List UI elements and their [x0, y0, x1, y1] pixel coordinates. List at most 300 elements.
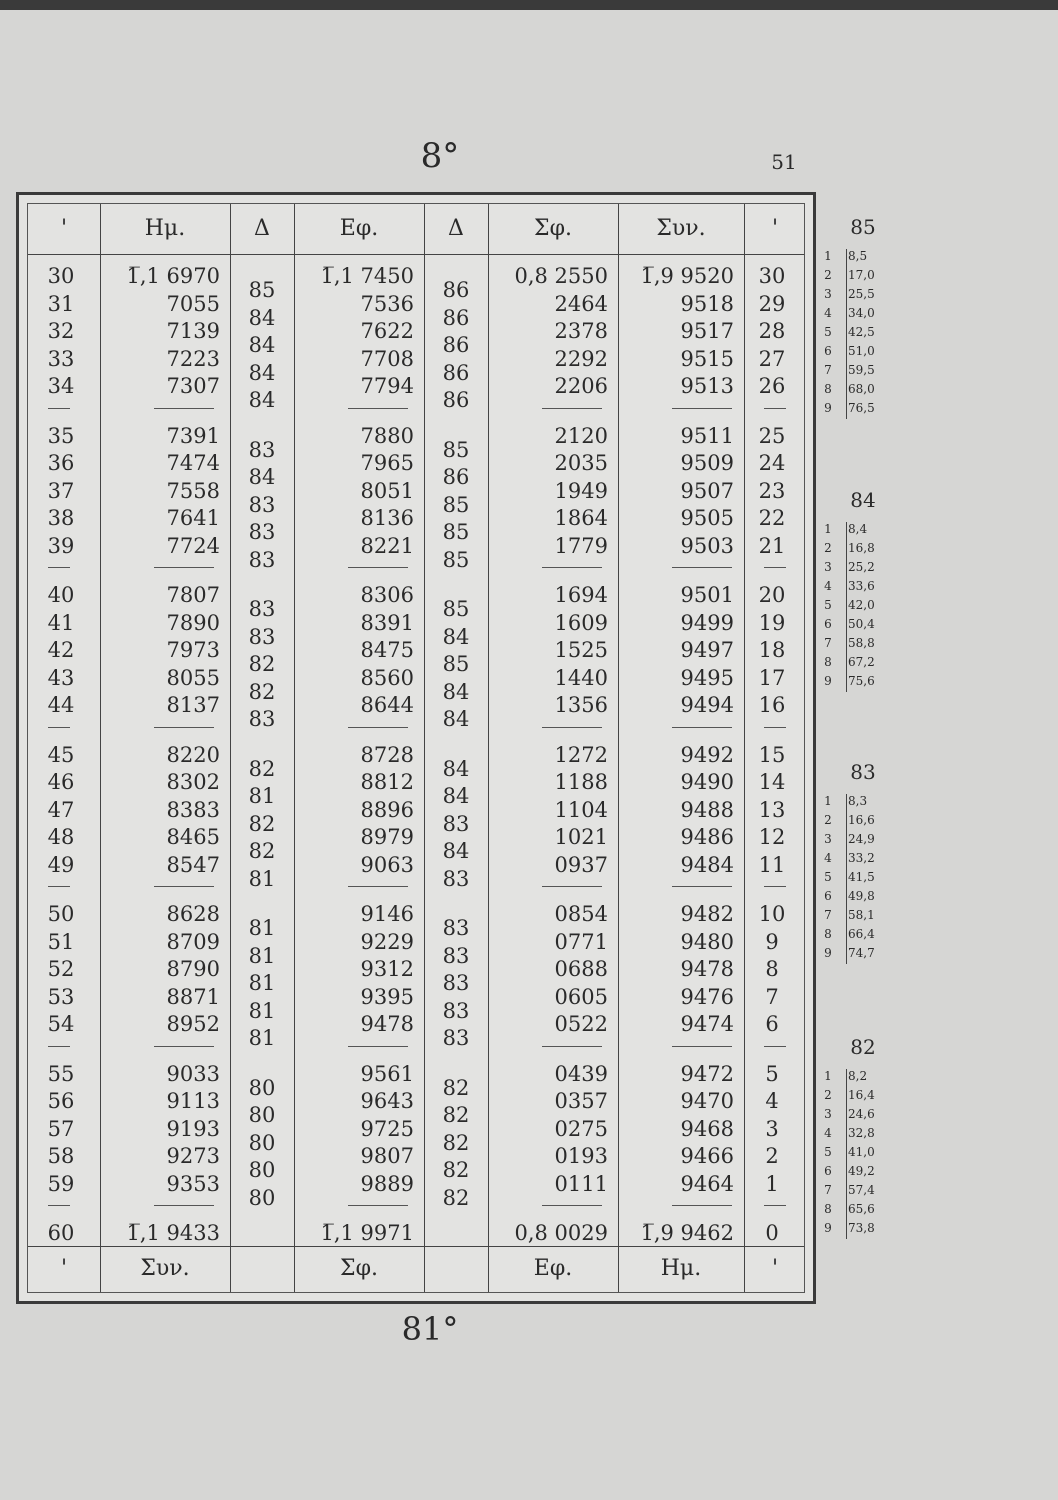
- pp-index: 7: [824, 363, 832, 377]
- difference-cell: 86: [442, 305, 470, 330]
- proportional-parts-title: 85: [850, 215, 876, 239]
- sine-cell: 7641: [166, 506, 220, 530]
- pp-value: 41,0: [848, 1145, 875, 1159]
- difference-cell: 83: [442, 943, 470, 968]
- proportional-parts-row: [818, 249, 918, 263]
- group-separator: [348, 408, 408, 409]
- minute-cell: 38: [47, 506, 75, 530]
- minute-cell: 50: [47, 902, 75, 926]
- pp-index: 6: [824, 617, 832, 631]
- difference-cell: 81: [248, 866, 276, 891]
- proportional-parts-row: [818, 655, 918, 669]
- sine-cell: 7391: [166, 423, 220, 448]
- proportional-parts-row: [818, 889, 918, 903]
- cosine-cell: 9474: [680, 1012, 734, 1036]
- pp-value: 16,6: [848, 813, 875, 827]
- group-separator: [48, 567, 70, 568]
- sine-cell: 7139: [166, 319, 220, 343]
- pp-value: 16,8: [848, 541, 875, 555]
- minute-complement-cell: 20: [758, 583, 786, 607]
- difference-cell: 84: [442, 756, 470, 781]
- difference-cell: 83: [248, 547, 276, 572]
- minute-cell: 56: [47, 1089, 75, 1113]
- pp-value: 33,2: [848, 851, 875, 865]
- proportional-parts-row: [818, 813, 918, 827]
- cosine-cell: 9492: [680, 742, 734, 767]
- proportional-parts-row: [818, 287, 918, 301]
- group-separator: [764, 1046, 786, 1047]
- proportional-parts-row: [818, 598, 918, 612]
- minute-cell: 39: [47, 533, 75, 558]
- minute-cell: 59: [47, 1171, 75, 1196]
- group-separator: [48, 727, 70, 728]
- tangent-cell: 8644: [360, 693, 414, 717]
- difference-cell: 83: [248, 624, 276, 649]
- column-footer: Σφ.: [340, 1256, 378, 1281]
- group-separator: [154, 567, 214, 568]
- group-separator: [672, 1046, 732, 1047]
- tangent-cell: 1̅,1 9971: [320, 1221, 414, 1245]
- column-header: ': [60, 216, 68, 241]
- minute-complement-cell: 1: [765, 1171, 779, 1196]
- minute-complement-cell: 16: [758, 693, 786, 717]
- minute-complement-cell: 18: [758, 638, 786, 662]
- minute-cell: 42: [47, 638, 75, 662]
- cotangent-cell: 1779: [554, 533, 608, 558]
- cotangent-cell: 2464: [554, 291, 608, 316]
- proportional-parts-row: [818, 908, 918, 922]
- cotangent-cell: 2035: [554, 451, 608, 475]
- pp-index: 4: [824, 579, 832, 593]
- pp-index: 8: [824, 927, 832, 941]
- pp-value: 50,4: [848, 617, 875, 631]
- difference-cell: 83: [442, 998, 470, 1023]
- pp-value: 57,4: [848, 1183, 875, 1197]
- difference-cell: 84: [248, 360, 276, 385]
- sine-cell: 9273: [166, 1144, 220, 1168]
- sine-cell: 8302: [166, 770, 220, 794]
- minute-complement-cell: 21: [758, 533, 786, 558]
- difference-cell: 80: [248, 1130, 276, 1155]
- tangent-cell: 9478: [360, 1012, 414, 1036]
- proportional-parts-row: [818, 674, 918, 688]
- group-separator: [764, 886, 786, 887]
- pp-index: 9: [824, 1221, 832, 1235]
- proportional-parts-row: [818, 946, 918, 960]
- proportional-parts-row: [818, 1126, 918, 1140]
- proportional-parts-row: [818, 268, 918, 282]
- cotangent-cell: 1021: [554, 825, 608, 849]
- cotangent-cell: 0,8 2550: [514, 264, 608, 288]
- cotangent-cell: 1609: [554, 610, 608, 635]
- cotangent-cell: 1694: [554, 583, 608, 607]
- cotangent-cell: 0357: [554, 1089, 608, 1113]
- tangent-cell: 9643: [360, 1089, 414, 1113]
- difference-cell: 83: [248, 707, 276, 731]
- proportional-parts-row: [818, 1107, 918, 1121]
- pp-index: 4: [824, 1126, 832, 1140]
- minute-cell: 43: [47, 665, 75, 690]
- pp-value: 74,7: [848, 946, 875, 960]
- group-separator: [348, 1205, 408, 1206]
- cosine-cell: 9518: [680, 291, 734, 316]
- difference-cell: 82: [248, 839, 276, 863]
- pp-value: 42,5: [848, 325, 875, 339]
- minute-cell: 58: [47, 1144, 75, 1168]
- pp-value: 32,8: [848, 1126, 875, 1140]
- pp-value: 67,2: [848, 655, 875, 669]
- pp-index: 1: [824, 249, 832, 263]
- minute-cell: 31: [47, 291, 75, 316]
- difference-cell: 84: [248, 333, 276, 357]
- group-separator: [672, 886, 732, 887]
- proportional-parts-row: [818, 1088, 918, 1102]
- pp-index: 6: [824, 1164, 832, 1178]
- pp-value: 16,4: [848, 1088, 875, 1102]
- sine-cell: 8137: [166, 693, 220, 717]
- pp-index: 3: [824, 832, 832, 846]
- cotangent-cell: 1864: [554, 506, 608, 530]
- difference-cell: 83: [442, 866, 470, 891]
- cosine-cell: 9490: [680, 770, 734, 794]
- cotangent-cell: 2292: [554, 346, 608, 371]
- cosine-cell: 9511: [680, 423, 734, 448]
- proportional-parts-row: [818, 541, 918, 555]
- minute-complement-cell: 9: [765, 929, 779, 954]
- group-separator: [154, 1046, 214, 1047]
- cotangent-cell: 0937: [554, 852, 608, 877]
- proportional-parts-title: 84: [850, 488, 876, 512]
- pp-value: 68,0: [848, 382, 875, 396]
- footer-divider: [28, 1246, 804, 1247]
- group-separator: [542, 1046, 602, 1047]
- pp-index: 5: [824, 870, 832, 884]
- minute-complement-cell: 10: [758, 902, 786, 926]
- difference-cell: 82: [248, 679, 276, 704]
- cotangent-cell: 1525: [554, 638, 608, 662]
- pp-index: 4: [824, 306, 832, 320]
- proportional-parts-row: [818, 851, 918, 865]
- pp-index: 3: [824, 1107, 832, 1121]
- sine-cell: 8952: [166, 1012, 220, 1036]
- difference-cell: 82: [442, 1158, 470, 1182]
- tangent-cell: 8560: [360, 665, 414, 690]
- pp-index: 1: [824, 522, 832, 536]
- difference-cell: 86: [442, 388, 470, 412]
- pp-value: 58,8: [848, 636, 875, 650]
- bottom-degree: 81°: [401, 1310, 459, 1348]
- cotangent-cell: 2206: [554, 374, 608, 398]
- difference-cell: 82: [248, 811, 276, 836]
- column-footer: Συν.: [140, 1256, 190, 1281]
- difference-cell: 81: [248, 943, 276, 968]
- cosine-cell: 9513: [680, 374, 734, 398]
- pp-value: 8,2: [848, 1069, 868, 1083]
- group-separator: [764, 567, 786, 568]
- proportional-parts-row: [818, 306, 918, 320]
- group-separator: [348, 886, 408, 887]
- tangent-cell: 9807: [360, 1144, 414, 1168]
- cotangent-cell: 1104: [554, 797, 608, 822]
- difference-cell: 83: [442, 916, 470, 940]
- tangent-cell: 9063: [360, 852, 414, 877]
- difference-cell: 85: [248, 278, 276, 302]
- minute-cell: 30: [47, 264, 75, 288]
- group-separator: [154, 727, 214, 728]
- header-divider: [28, 254, 804, 255]
- minute-cell: 32: [47, 319, 75, 343]
- difference-cell: 81: [248, 998, 276, 1023]
- column-divider: [488, 204, 489, 1292]
- group-separator: [154, 1205, 214, 1206]
- minute-complement-cell: 19: [758, 610, 786, 635]
- sine-cell: 9033: [166, 1061, 220, 1086]
- minute-cell: 36: [47, 451, 75, 475]
- minute-complement-cell: 23: [758, 478, 786, 503]
- minute-complement-cell: 17: [758, 665, 786, 690]
- column-footer: ': [771, 1256, 779, 1281]
- minute-cell: 45: [47, 742, 75, 767]
- minute-complement-cell: 14: [758, 770, 786, 794]
- pp-value: 66,4: [848, 927, 875, 941]
- difference-cell: 80: [248, 1158, 276, 1182]
- column-divider: [618, 204, 619, 1292]
- group-separator: [154, 408, 214, 409]
- proportional-parts-row: [818, 794, 918, 808]
- cosine-cell: 9480: [680, 929, 734, 954]
- pp-index: 8: [824, 655, 832, 669]
- group-separator: [672, 1205, 732, 1206]
- pp-index: 8: [824, 382, 832, 396]
- cosine-cell: 9464: [680, 1171, 734, 1196]
- cotangent-cell: 0111: [554, 1171, 608, 1196]
- column-footer: Εφ.: [533, 1256, 573, 1281]
- proportional-parts-row: [818, 832, 918, 846]
- proportional-parts-row: [818, 1221, 918, 1235]
- difference-cell: 84: [442, 707, 470, 731]
- difference-cell: 81: [248, 784, 276, 808]
- group-separator: [764, 408, 786, 409]
- minute-complement-cell: 26: [758, 374, 786, 398]
- cosine-cell: 9501: [680, 583, 734, 607]
- group-separator: [542, 408, 602, 409]
- sine-cell: 7558: [166, 478, 220, 503]
- group-separator: [48, 1205, 70, 1206]
- tangent-cell: 8136: [360, 506, 414, 530]
- pp-index: 1: [824, 794, 832, 808]
- tangent-cell: 9146: [360, 902, 414, 926]
- tangent-cell: 1̅,1 7450: [320, 264, 414, 288]
- minute-complement-cell: 7: [765, 984, 779, 1009]
- proportional-parts-row: [818, 1145, 918, 1159]
- difference-cell: 86: [442, 465, 470, 489]
- pp-index: 2: [824, 813, 832, 827]
- cosine-cell: 9505: [680, 506, 734, 530]
- difference-cell: 83: [442, 1026, 470, 1050]
- page-number: 51: [771, 150, 797, 174]
- difference-cell: 85: [442, 597, 470, 621]
- cotangent-cell: 0193: [554, 1144, 608, 1168]
- minute-complement-cell: 11: [758, 852, 786, 877]
- proportional-parts-row: [818, 870, 918, 884]
- tangent-cell: 9312: [360, 957, 414, 981]
- difference-cell: 82: [442, 1075, 470, 1100]
- pp-index: 2: [824, 541, 832, 555]
- minute-complement-cell: 5: [765, 1061, 779, 1086]
- column-divider: [100, 204, 101, 1292]
- cosine-cell: 9482: [680, 902, 734, 926]
- group-separator: [542, 567, 602, 568]
- tangent-cell: 7965: [360, 451, 414, 475]
- cotangent-cell: 1272: [554, 742, 608, 767]
- minute-complement-cell: 15: [758, 742, 786, 767]
- pp-value: 24,6: [848, 1107, 875, 1121]
- difference-cell: 83: [248, 437, 276, 462]
- table-inner: [27, 203, 805, 1293]
- column-divider: [744, 204, 745, 1292]
- pp-value: 41,5: [848, 870, 875, 884]
- minute-complement-cell: 2: [765, 1144, 779, 1168]
- table-frame: [16, 192, 816, 1304]
- proportional-parts-row: [818, 363, 918, 377]
- cosine-cell: 9472: [680, 1061, 734, 1086]
- pp-value: 25,5: [848, 287, 875, 301]
- minute-cell: 34: [47, 374, 75, 398]
- pp-index: 3: [824, 560, 832, 574]
- proportional-parts-row: [818, 325, 918, 339]
- pp-index: 2: [824, 1088, 832, 1102]
- cosine-cell: 9509: [680, 451, 734, 475]
- group-separator: [48, 1046, 70, 1047]
- group-separator: [348, 727, 408, 728]
- tangent-cell: 8051: [360, 478, 414, 503]
- pp-index: 5: [824, 598, 832, 612]
- pp-index: 9: [824, 946, 832, 960]
- minute-complement-cell: 0: [765, 1221, 779, 1245]
- group-separator: [764, 1205, 786, 1206]
- difference-cell: 86: [442, 360, 470, 385]
- tangent-cell: 7536: [360, 291, 414, 316]
- cotangent-cell: 0771: [554, 929, 608, 954]
- cotangent-cell: 0688: [554, 957, 608, 981]
- pp-value: 51,0: [848, 344, 875, 358]
- group-separator: [348, 1046, 408, 1047]
- difference-cell: 85: [442, 520, 470, 544]
- difference-cell: 82: [442, 1103, 470, 1127]
- minute-complement-cell: 22: [758, 506, 786, 530]
- minute-cell: 55: [47, 1061, 75, 1086]
- pp-index: 7: [824, 1183, 832, 1197]
- sine-cell: 8465: [166, 825, 220, 849]
- difference-cell: 85: [442, 547, 470, 572]
- cotangent-cell: 1949: [554, 478, 608, 503]
- column-header: Σφ.: [534, 216, 572, 241]
- minute-complement-cell: 30: [758, 264, 786, 288]
- proportional-parts-row: [818, 1202, 918, 1216]
- group-separator: [154, 886, 214, 887]
- cosine-cell: 9478: [680, 957, 734, 981]
- difference-cell: 86: [442, 333, 470, 357]
- cotangent-cell: 0854: [554, 902, 608, 926]
- cosine-cell: 9515: [680, 346, 734, 371]
- sine-cell: 7307: [166, 374, 220, 398]
- pp-index: 6: [824, 889, 832, 903]
- group-separator: [542, 727, 602, 728]
- cosine-cell: 9468: [680, 1116, 734, 1141]
- difference-cell: 84: [442, 784, 470, 808]
- sine-cell: 8709: [166, 929, 220, 954]
- proportional-parts-title: 82: [850, 1035, 876, 1059]
- proportional-parts-row: [818, 522, 918, 536]
- column-divider: [294, 204, 295, 1292]
- minute-complement-cell: 25: [758, 423, 786, 448]
- cosine-cell: 9495: [680, 665, 734, 690]
- minute-cell: 41: [47, 610, 75, 635]
- group-separator: [764, 727, 786, 728]
- group-separator: [348, 567, 408, 568]
- pp-value: 75,6: [848, 674, 875, 688]
- pp-index: 7: [824, 636, 832, 650]
- tangent-cell: 8812: [360, 770, 414, 794]
- tangent-cell: 8221: [360, 533, 414, 558]
- cosine-cell: 1̅,9 9520: [640, 264, 734, 288]
- minute-cell: 46: [47, 770, 75, 794]
- difference-cell: 81: [248, 971, 276, 995]
- cosine-cell: 9476: [680, 984, 734, 1009]
- sine-cell: 7223: [166, 346, 220, 371]
- tangent-cell: 7622: [360, 319, 414, 343]
- difference-cell: 80: [248, 1103, 276, 1127]
- proportional-parts-row: [818, 344, 918, 358]
- column-header: Δ: [254, 216, 270, 241]
- difference-cell: 83: [442, 811, 470, 836]
- difference-cell: 85: [442, 437, 470, 462]
- difference-cell: 84: [248, 465, 276, 489]
- group-separator: [672, 567, 732, 568]
- minute-complement-cell: 4: [765, 1089, 779, 1113]
- cotangent-cell: 1440: [554, 665, 608, 690]
- cotangent-cell: 0439: [554, 1061, 608, 1086]
- minute-complement-cell: 24: [758, 451, 786, 475]
- cotangent-cell: 0275: [554, 1116, 608, 1141]
- difference-cell: 85: [442, 652, 470, 676]
- cotangent-cell: 1356: [554, 693, 608, 717]
- difference-cell: 83: [248, 597, 276, 621]
- column-header: Εφ.: [339, 216, 379, 241]
- tangent-cell: 8306: [360, 583, 414, 607]
- sine-cell: 9193: [166, 1116, 220, 1141]
- cotangent-cell: 0,8 0029: [514, 1221, 608, 1245]
- minute-cell: 53: [47, 984, 75, 1009]
- difference-cell: 81: [248, 916, 276, 940]
- minute-cell: 44: [47, 693, 75, 717]
- cosine-cell: 9499: [680, 610, 734, 635]
- proportional-parts-row: [818, 1183, 918, 1197]
- difference-cell: 83: [248, 492, 276, 517]
- difference-cell: 82: [248, 756, 276, 781]
- pp-index: 6: [824, 344, 832, 358]
- minute-cell: 40: [47, 583, 75, 607]
- tangent-cell: 8391: [360, 610, 414, 635]
- proportional-parts-row: [818, 927, 918, 941]
- pp-value: 33,6: [848, 579, 875, 593]
- pp-index: 5: [824, 1145, 832, 1159]
- minute-cell: 37: [47, 478, 75, 503]
- cosine-cell: 9488: [680, 797, 734, 822]
- pp-index: 8: [824, 1202, 832, 1216]
- tangent-cell: 9889: [360, 1171, 414, 1196]
- pp-value: 34,0: [848, 306, 875, 320]
